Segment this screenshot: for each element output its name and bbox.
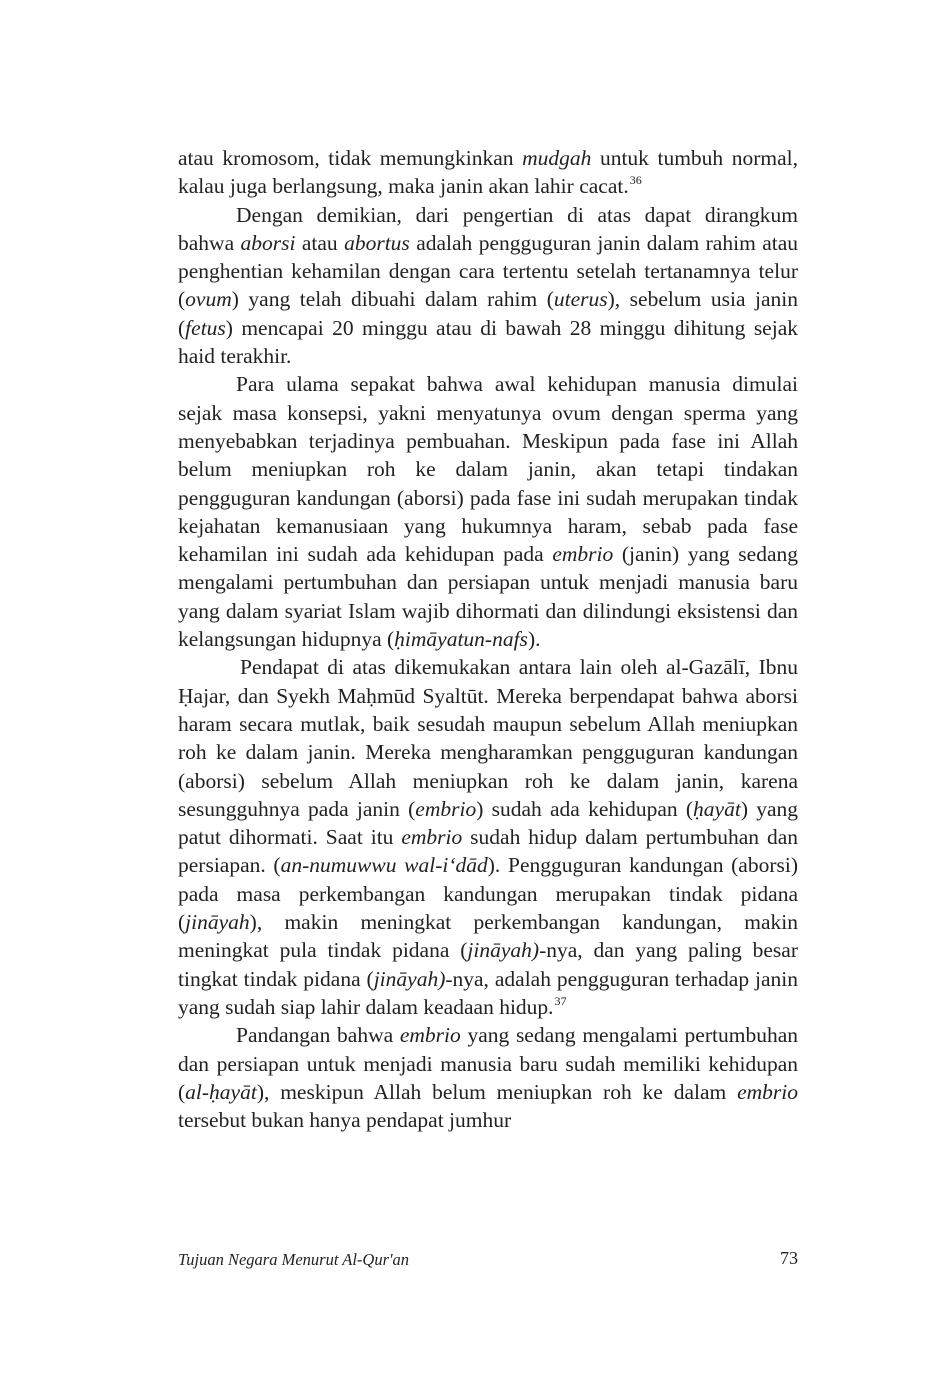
text-run: ). xyxy=(527,627,541,652)
running-footer-title: Tujuan Negara Menurut Al-Qur'an xyxy=(178,1250,410,1269)
italic-term: mudgah xyxy=(522,146,592,170)
italic-term: jināyah xyxy=(185,910,250,935)
italic-term: ovum xyxy=(185,287,232,312)
italic-term: ḥayāt xyxy=(693,796,741,821)
text-run: ), makin meningkat perkembangan kandungan, makin meningkat pula tindak pidana ( xyxy=(178,910,798,963)
italic-term: jināyah) xyxy=(373,966,446,991)
text-run: -nya, adalah pengguguran terhadap janin yang sudah siap lahir dalam keadaan hidup. xyxy=(178,966,798,1019)
italic-term: jināyah) xyxy=(467,938,540,963)
text-run: (janin) yang sedang mengalami pertumbuhan dan persiapan untuk menjadi manusia baru yang dalam syariat Islam wajib dihormati dan dilindungi eksistensi dan kelangsungan hidupnya ( xyxy=(178,542,798,652)
text-run: ) mencapai 20 minggu atau di bawah 28 minggu dihitung sejak haid terakhir. xyxy=(178,315,798,369)
text-run: yang sedang mengalami pertumbuhan dan persiapan untuk menjadi manusia baru sudah memiliki kehidupan ( xyxy=(178,1023,798,1104)
text-run: Para ulama sepakat bahwa awal kehidupan manusia dimulai sejak masa konsepsi, yakni menyatunya ovum dengan sperma yang menyebabkan terjadinya pembuahan. Meskipun pada fase ini Allah belum meniupkan roh ke dalam janin, akan tetapi tindakan pengguguran kandungan (aborsi) pada fase ini sudah merupakan tindak kejahatan kemanusiaan yang hukumnya haram, sebab pada fase kehamilan ini sudah ada kehidupan pada xyxy=(178,372,798,567)
footnote-marker: 36 xyxy=(629,173,642,188)
text-run: tersebut bukan hanya pendapat jumhur xyxy=(178,1108,512,1133)
text-run: atau kromosom, tidak memungkinkan xyxy=(178,146,523,170)
text-run: atau xyxy=(295,230,345,255)
italic-term: abortus xyxy=(344,230,410,255)
text-run: ) yang patut dihormati. Saat itu xyxy=(178,796,799,850)
italic-term: aborsi xyxy=(240,230,296,255)
italic-term: embrio xyxy=(552,542,614,567)
footnote-marker: 37 xyxy=(554,993,567,1008)
text-run: ) yang telah dibuahi dalam rahim ( xyxy=(231,287,554,312)
paragraph xyxy=(178,370,798,653)
text-run: ) sudah ada kehidupan ( xyxy=(476,796,694,821)
italic-term: embrio xyxy=(415,796,477,821)
text-run: -nya, dan yang paling besar tingkat tindak pidana ( xyxy=(178,938,798,991)
text-run: adalah pengguguran janin dalam rahim atau penghentian kehamilan dengan cara tertentu setelah tertanamnya telur ( xyxy=(178,230,799,312)
italic-term: uterus xyxy=(553,287,608,312)
italic-term: fetus xyxy=(185,315,226,340)
italic-term: al-ḥayāt xyxy=(185,1079,257,1104)
text-run: ), meskipun Allah belum meniupkan roh ke dalam xyxy=(256,1079,738,1104)
italic-term: an-numuwwu wal-i‘dād xyxy=(280,853,488,878)
italic-term: ḥimāyatun-nafs xyxy=(394,627,528,652)
text-run: ). Pengguguran kandungan (aborsi) pada masa perkembangan kandungan merupakan tindak pidana ( xyxy=(178,853,798,935)
italic-term: embrio xyxy=(401,825,463,850)
text-run: ), sebelum usia janin ( xyxy=(178,287,798,340)
text-run: Dengan demikian, dari pengertian di atas dapat dirangkum bahwa xyxy=(178,202,798,255)
text-run: untuk tumbuh normal, kalau juga berlangsung, maka janin akan lahir cacat. xyxy=(178,146,798,199)
italic-term: embrio xyxy=(737,1079,798,1104)
paragraph xyxy=(178,201,798,371)
paragraph xyxy=(178,1021,798,1134)
page-number: 73 xyxy=(780,1248,798,1268)
italic-term: embrio xyxy=(399,1023,461,1048)
text-run: sudah hidup dalam pertumbuhan dan persiapan. ( xyxy=(178,825,798,878)
paragraph xyxy=(178,653,798,1021)
text-run: Pendapat di atas dikemukakan antara lain oleh al-Gazālī, Ibnu Ḥajar, dan Syekh Maḥmūd Syaltūt. Mereka berpendapat bahwa aborsi haram secara mutlak, baik sesudah maupun sebelum Allah meniupkan roh ke dalam janin. Mereka mengharamkan pengguguran kandungan (aborsi) sebelum Allah meniupkan roh ke dalam janin, karena sesungguhnya pada janin ( xyxy=(178,655,798,821)
paragraph xyxy=(178,144,798,201)
text-run: Pandangan bahwa xyxy=(236,1023,400,1048)
body-text xyxy=(178,144,798,1134)
